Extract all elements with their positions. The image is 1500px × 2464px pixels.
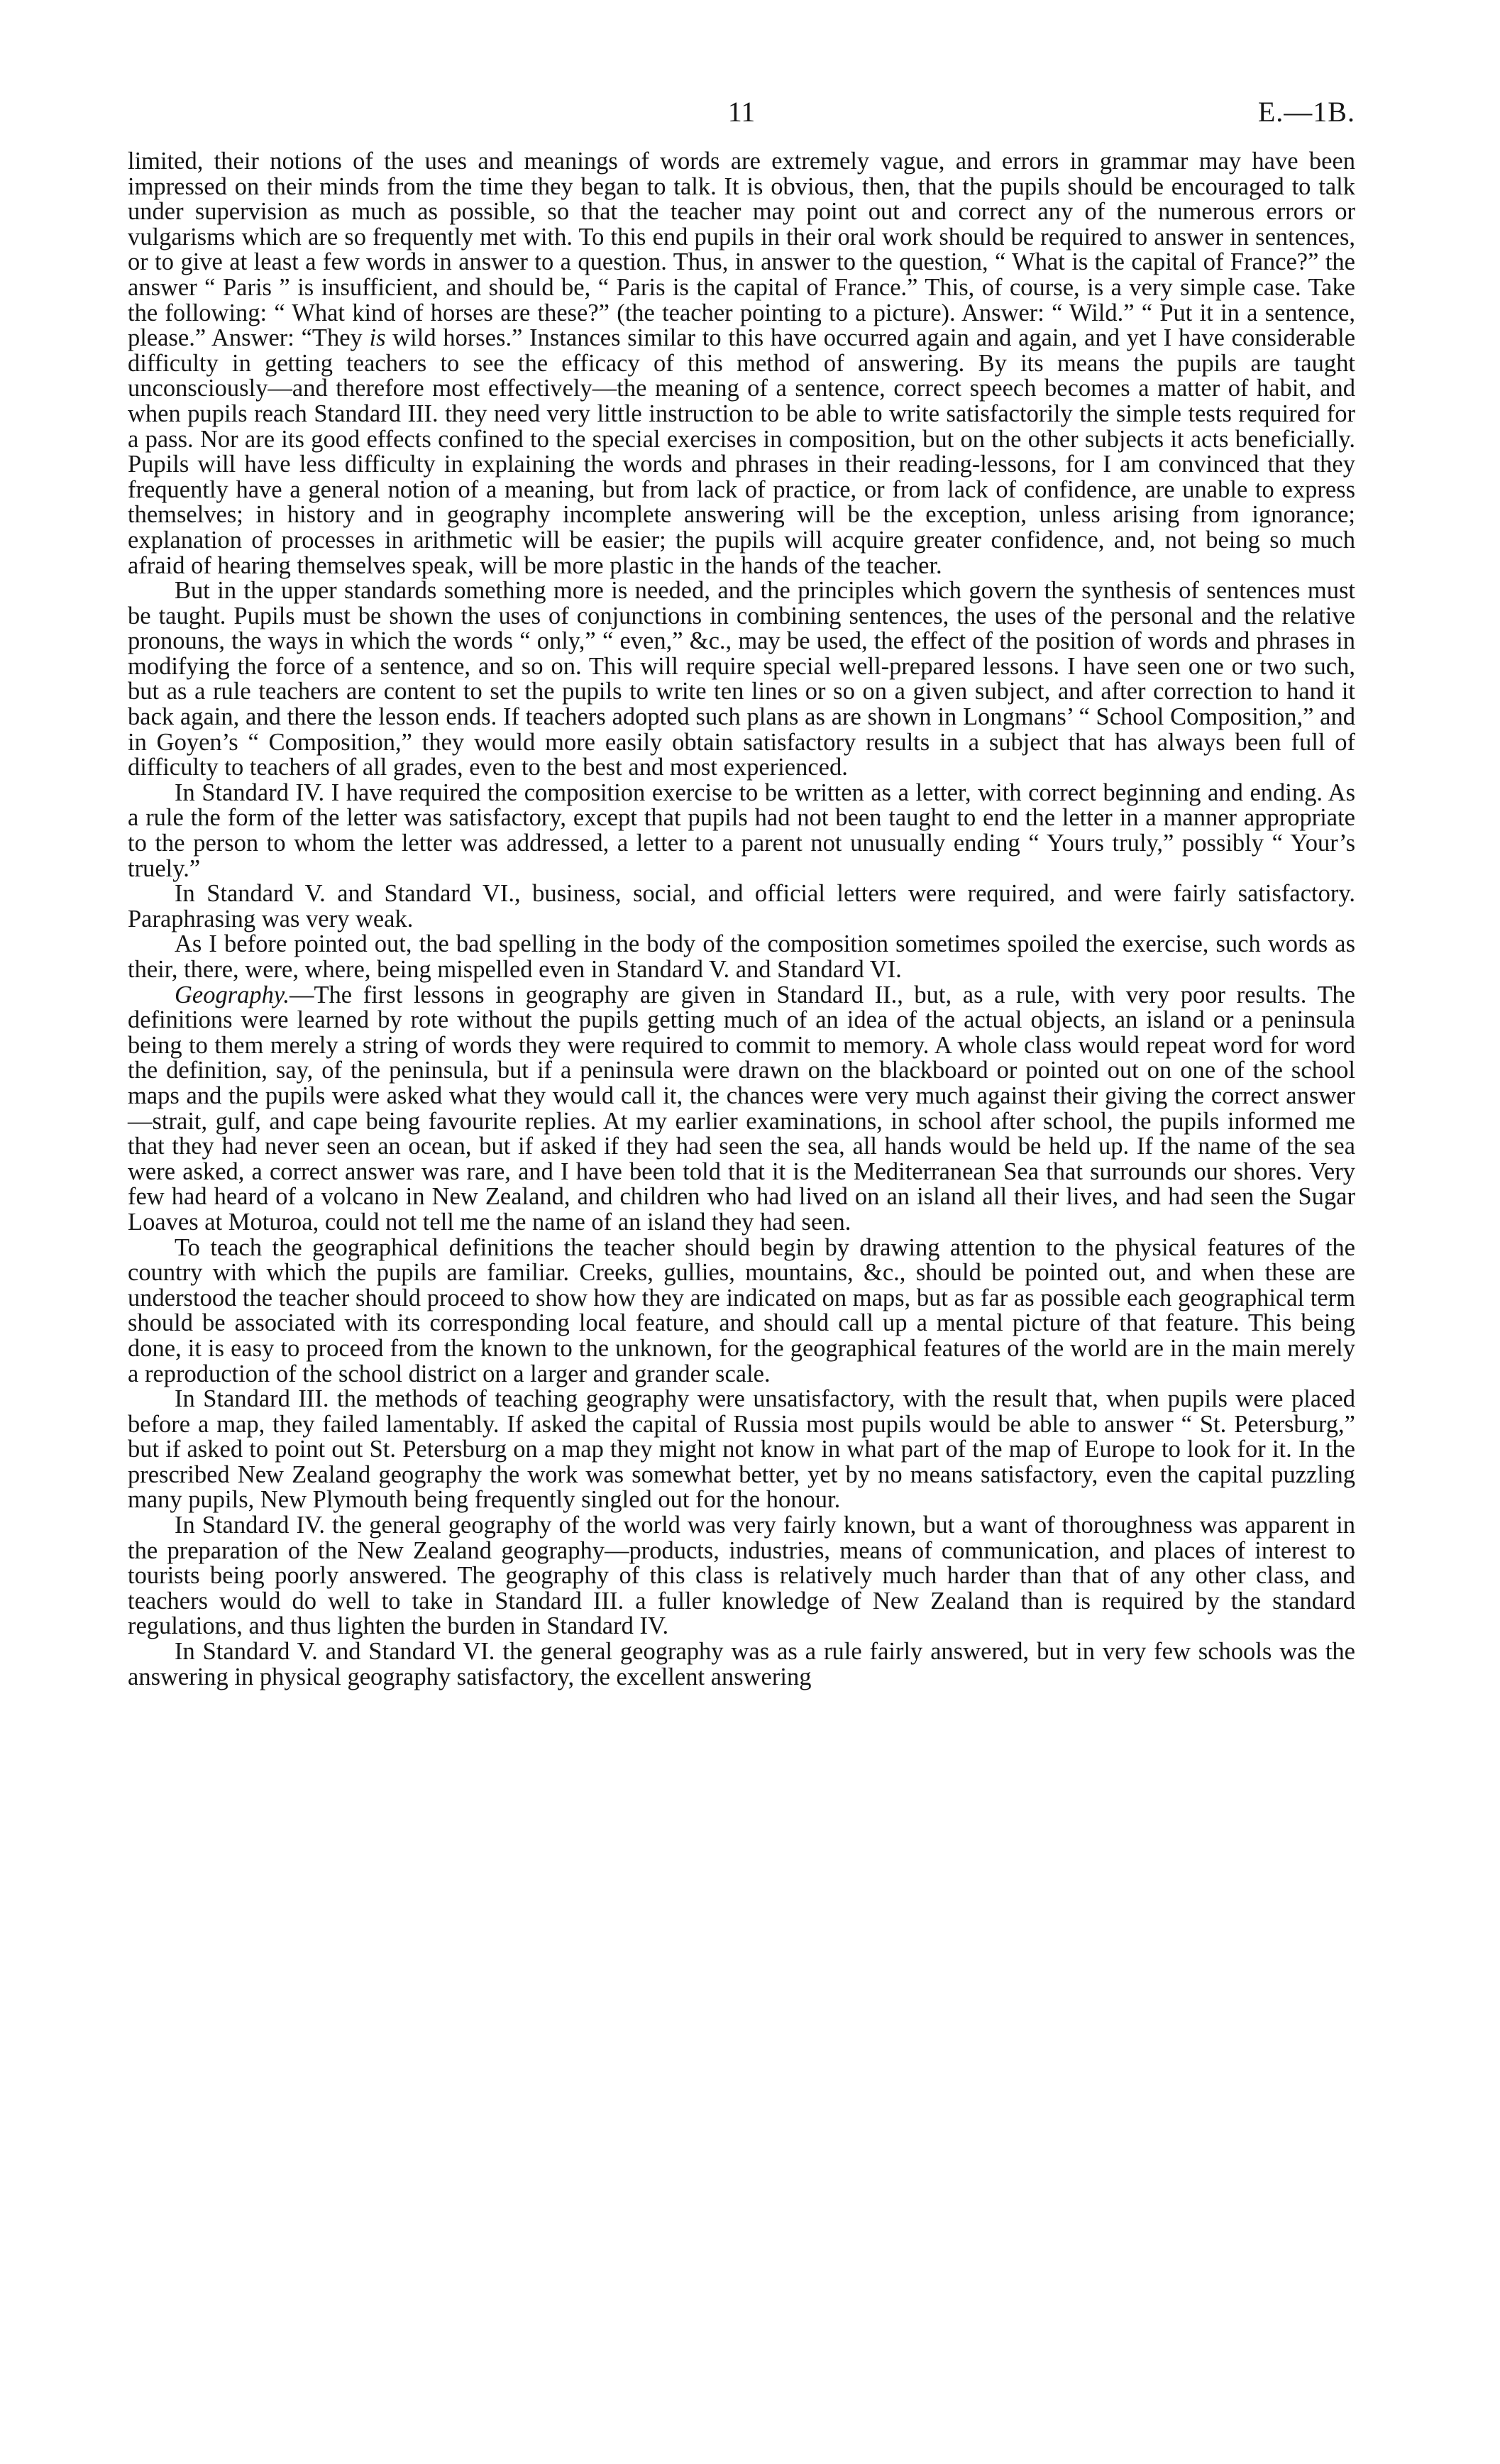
paragraph: But in the upper standards something more is needed, and the principles which govern the synthesis of sentences must be taught. Pupils must be shown the uses of conjunctions in combining sentences, the uses of the personal and the relative pronouns, the ways in which the words “ only,” “ even,” &c., may be used, the effect of the position of words and phrases in modifying the force of a sentence, and so on. This will require special well-prepared lessons. I have seen one or two such, but as a rule teachers are content to set the pupils to write ten lines or so on a given subject, and after correction to hand it back again, and there the lesson ends. If teachers adopted such plans as are shown in Longmans’ “ School Composition,” and in Goyen’s “ Composition,” they would more easily obtain satisfactory results in a subject that has always been full of difficulty to teachers of all grades, even to the best and most experienced. (128, 577, 1355, 781)
paragraph: In Standard IV. I have required the composition exercise to be written as a letter, with correct beginning and ending. As a rule the form of the letter was satisfactory, except that pupils had not been taught to end the letter in a manner appropriate to the person to whom the letter was addressed, a letter to a parent not unusually ending “ Yours truly,” possibly “ Your’s truely.” (128, 779, 1355, 882)
page-number: 11 (727, 96, 756, 128)
page-header (128, 85, 1355, 149)
paragraph-text: —The first lessons in geography are given in Standard II., but, as a rule, with very poor results. The definitions were learned by rote without the pupils getting much of an idea of the actual objects, an island or a peninsula being to them merely a string of words they were required to commit to memory. A whole class would repeat word for word the definition, say, of the peninsula, but if a peninsula were drawn on the blackboard or pointed out on one of the school maps and the pupils were asked what they would call it, the chances were very much against their giving the correct answer—strait, gulf, and cape being favourite replies. At my earlier examinations, in school after school, the pupils informed me that they had never seen an ocean, but if asked if they had seen the sea, all hands would be held up. If the name of the sea were asked, a correct answer was rare, and I have been told that it is the Mediterranean Sea that surrounds our shores. Very few had heard of a volcano in New Zealand, and children who had lived on an island all their lives, and had seen the Sugar Loaves at Moturoa, could not tell me the name of an island they had seen. (128, 981, 1355, 1236)
paragraph: To teach the geographical definitions the teacher should begin by drawing attention to the physical features of the country with which the pupils are familiar. Creeks, gullies, mountains, &c., should be pointed out, and when these are understood the teacher should proceed to show how they are indicated on maps, but as far as possible each geographical term should be associated with its corresponding local feature, and should call up a mental picture of that feature. This being done, it is easy to proceed from the known to the unknown, for the geographical features of the world are in the main merely a reproduction of the school district on a larger and grander scale. (128, 1233, 1355, 1387)
paragraph: In Standard IV. the general geography of the world was very fairly known, but a want of thoroughness was apparent in the preparation of the New Zealand geography—products, industries, means of communication, and places of interest to tourists being poorly answered. The geography of this class is relatively much harder than that of any other class, and teachers would do well to take in Standard III. a fuller knowledge of New Zealand than is required by the standard regulations, and thus lighten the burden in Standard IV. (128, 1512, 1355, 1640)
emphasis-is: is (369, 324, 386, 352)
document-reference: E.—1B. (1257, 96, 1355, 128)
paragraph: As I before pointed out, the bad spelling in the body of the composition sometimes spoiled the exercise, such words as their, there, were, where, being mispelled even in Standard V. and Standard VI. (128, 930, 1355, 983)
paragraph: In Standard V. and Standard VI., business, social, and official letters were required, and were fairly satisfactory. Paraphrasing was very weak. (128, 880, 1355, 933)
body-text (128, 149, 1355, 1690)
paragraph-text-part-1: limited, their notions of the uses and meanings of words are extremely vague, and errors in grammar may have been impressed on their minds from the time they began to talk. It is obvious, then, that the pupils should be encouraged to talk under supervision as much as possible, so that the teacher may point out and correct any of the numerous errors or vulgarisms which are so frequently met with. To this end pupils in their oral work should be required to answer in sentences, or to give at least a few words in answer to a question. Thus, in answer to the question, “ What is the capital of France?” the answer “ Paris ” is insufficient, and should be, “ Paris is the capital of France.” This, of course, is a very simple case. Take the following: “ What kind of horses are these?” (the teacher pointing to a picture). Answer: “ Wild.” “ Put it in a sentence, please.” Answer: “They is wild horses.” Instances similar to this have occurred again and again, and yet I have considerable difficulty in getting teachers to see the efficacy of this method of answering. By its means the pupils are taught unconsciously—and therefore most effectively—the meaning of a sentence, correct speech becomes a matter of habit, and when pupils reach Standard III. they need very little instruction to be able to write satisfactorily the simple tests required for a pass. Nor are its good effects confined to the special exercises in composition, but on the other subjects it acts beneficially. Pupils will have less difficulty in explaining the words and phrases in their reading-lessons, for I am convinced that they frequently have a general notion of a meaning, but from lack of practice, or from lack of confidence, are unable to express themselves; in history and in geography incomplete answering will be the exception, unless arising from ignorance; explanation of processes in arithmetic will be easier; the pupils will acquire greater confidence, and, not being so much afraid of hearing themselves speak, will be more plastic in the hands of the teacher. (128, 148, 1356, 579)
document-page (128, 85, 1355, 1690)
paragraph-continued (128, 149, 1355, 578)
paragraph: In Standard III. the methods of teaching geography were unsatisfactory, with the result that, when pupils were placed before a map, they failed lamentably. If asked the capital of Russia most pupils would be able to answer “ St. Petersburg,” but if asked to point out St. Petersburg on a map they might not know in what part of the map of Europe to look for it. In the prescribed New Zealand geography the work was somewhat better, yet by no means satisfactory, even the capital puzzling many pupils, New Plymouth being frequently singled out for the honour. (128, 1385, 1355, 1514)
section-heading-geography: Geography. (175, 981, 289, 1008)
paragraph-geography (128, 983, 1355, 1236)
paragraph: In Standard V. and Standard VI. the general geography was as a rule fairly answered, but in very few schools was the answering in physical geography satisfactory, the excellent answering (128, 1638, 1355, 1690)
